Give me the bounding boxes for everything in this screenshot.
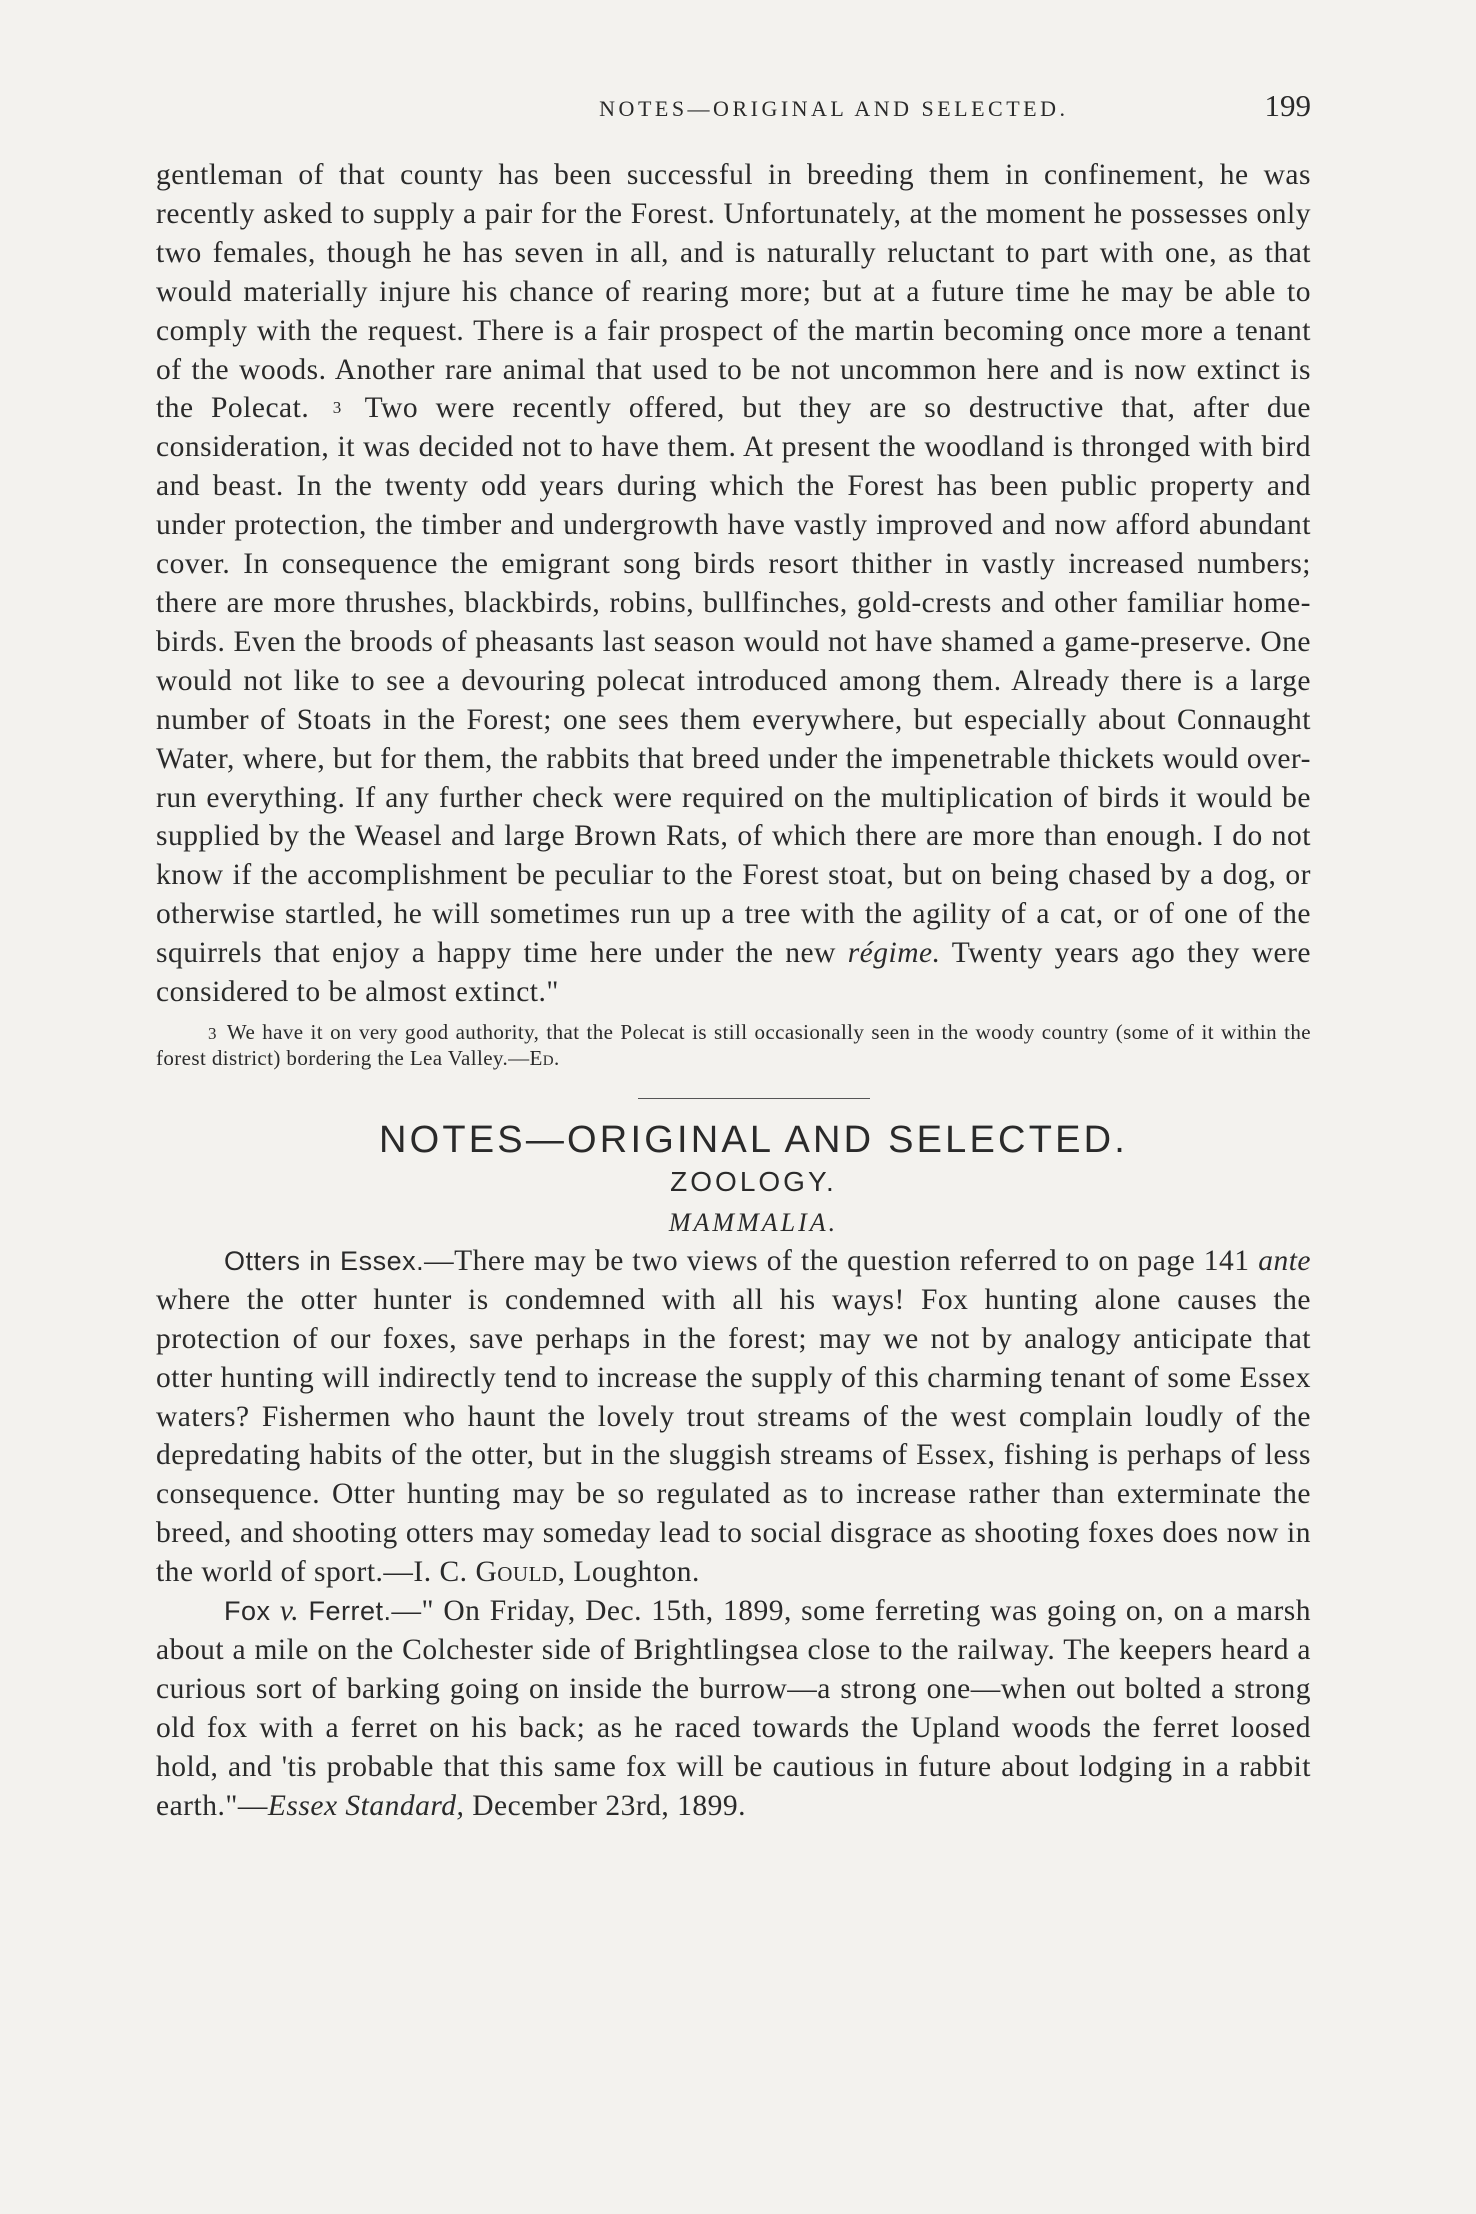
running-head <box>156 88 1311 134</box>
note-fox-ferret <box>156 1592 1311 1825</box>
note-title-otters: Otters in Essex. <box>224 1245 425 1276</box>
note-title-fox: Fox <box>224 1596 271 1627</box>
section-title: NOTES—ORIGINAL AND SELECTED. <box>378 1118 1129 1161</box>
paragraph-part-2: Two were recently offered, but they are so destructive that, after due consideration, it was decided not to have them. At present the woodland is thronged with bird and beast. In the twenty odd years during which the Forest has been public property and under protection, the timber and undergrowth have vastly improved and now afford abundant cover. In consequence the emigrant song birds resort thither in vastly increased numbers; there are more thrushes, blackbirds, robins, bullfinches, gold-crests and other familiar home-birds. Even the broods of pheasants last season would not have shamed a game-preserve. One would not like to see a devouring polecat introduced among them. Already there is a large number of Stoats in the Forest; one sees them everywhere, but especially about Connaught Water, where, but for them, the rabbits that breed under the impenetrable thickets would over-run everything. If any further check were required on the multiplication of birds it would be supplied by the Weasel and large Brown Rats, of which there are more than enough. I do not know if the accomplishment be peculiar to the Forest stoat, but on being chased by a dog, or otherwise startled, he will sometimes run up a tree with the agility of a cat, or of one of the squirrels that enjoy a happy time here under the new <box>156 392 1311 970</box>
page-number: 199 <box>1264 88 1311 123</box>
note-title-ferret: Ferret. <box>308 1596 392 1627</box>
footnote-signature: Ed. <box>529 1045 560 1070</box>
note-title-versus: v. <box>279 1595 300 1628</box>
note-otters <box>156 1242 1311 1592</box>
italic-word: régime. <box>847 937 941 970</box>
continued-paragraph <box>156 156 1311 1012</box>
paragraph-part-3: Twenty years ago they were considered to be almost extinct." <box>156 937 1312 1009</box>
note-fox-date: December 23rd, 1899. <box>472 1789 747 1822</box>
footnote-mark: 3 <box>208 1023 217 1043</box>
note-fox-text: —" On Friday, Dec. 15th, 1899, some ferreting was going on, on a marsh about a mile on the Colchester side of Brightlingsea close to the railway. The keepers heard a curious sort of barking going on inside the burrow—a strong one—when out bolted a strong old fox with a ferret on his back; as he raced towards the Upland woods the ferret loosed hold, and 'tis probable that this same fox will be cautious in future about lodging in a rabbit earth."— <box>156 1595 1312 1822</box>
section-subtitle: ZOOLOGY. <box>670 1165 837 1197</box>
footnote <box>156 1020 1311 1070</box>
note-fox-source: Essex Standard, <box>267 1789 465 1822</box>
note-otters-text-1: —There may be two views of the question referred to on page 141 <box>424 1244 1250 1277</box>
running-title: NOTES—ORIGINAL AND SELECTED. <box>599 96 1069 121</box>
paragraph-part-1: gentleman of that county has been successful in breeding them in confinement, he was recently asked to supply a pair for the Forest. Unfortunately, at the moment he possesses only two females, though he has seven in all, and is naturally reluctant to part with one, as that would materially injure his chance of rearing more; but at a future time he may be able to comply with the request. There is a fair prospect of the martin becoming once more a tenant of the woods. Another rare animal that used to be not uncommon here and is now extinct is the Polecat. <box>156 159 1311 425</box>
footnote-text: We have it on very good authority, that the Polecat is still occasionally seen in the woody country (some of it within the forest district) bordering the Lea Valley.— <box>156 1019 1311 1070</box>
note-otters-text-2: where the otter hunter is condemned with all his ways! Fox hunting alone causes the protection of our foxes, save perhaps in the forest; may we not by analogy anticipate that otter hunting will indirectly tend to increase the supply of this charming tenant of some Essex waters? Fishermen who haunt the lovely trout streams of the west complain loudly of the depredating habits of the otter, but in the sluggish streams of Essex, fishing is perhaps of less consequence. Otter hunting may be so regulated as to increase rather than exterminate the breed, and shooting otters may someday lead to social disgrace as shooting foxes does now in the world of sport.—I. C. <box>156 1283 1311 1589</box>
note-otters-place: , Loughton. <box>557 1556 700 1589</box>
section-category: MAMMALIA. <box>668 1207 839 1237</box>
footnote-reference: 3 <box>332 398 342 418</box>
section-divider <box>638 1098 870 1099</box>
note-otters-author: Gould <box>475 1556 558 1589</box>
note-otters-italic: ante <box>1258 1244 1311 1277</box>
